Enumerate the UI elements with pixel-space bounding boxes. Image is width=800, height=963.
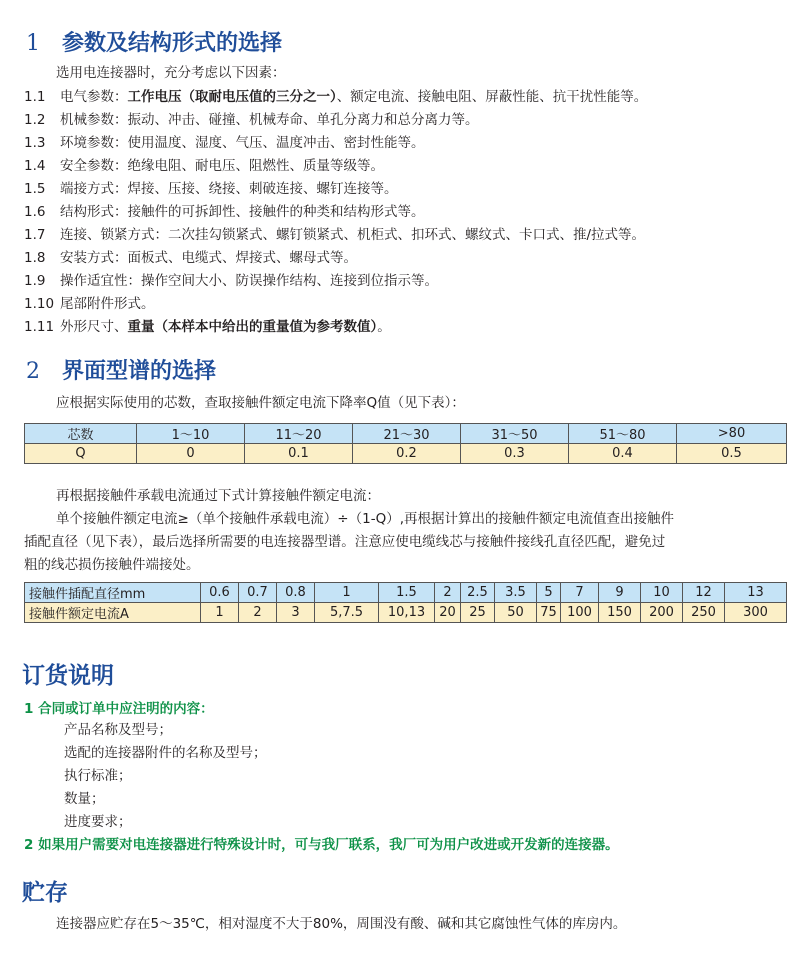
list-item: 1.11 外形尺寸、重量（本样本中给出的重量值为参考数值）。: [24, 319, 391, 335]
table-cell: 1: [201, 603, 239, 623]
list-item: 1.2 机械参数：振动、冲击、碰撞、机械寿命、单孔分离力和总分离力等。: [24, 112, 479, 128]
table-cell: 7: [561, 583, 599, 603]
table-cell: 2: [239, 603, 277, 623]
table-cell: 25: [461, 603, 495, 623]
ordering-subitem: 数量；: [64, 791, 105, 807]
table-cell: 3: [277, 603, 315, 623]
table-header-cell: 31～50: [461, 424, 569, 444]
table-row: [25, 444, 787, 464]
table-header-cell: 芯数: [25, 424, 137, 444]
list-item: 1.7 连接、锁紧方式：二次挂勾锁紧式、螺钉锁紧式、机柜式、扣环式、螺纹式、卡口式、推/拉式等。: [24, 227, 646, 243]
list-item: 1.9 操作适宜性：操作空间大小、防误操作结构、连接到位指示等。: [24, 273, 438, 289]
diameter-table: [24, 582, 787, 623]
list-item: 1.5 端接方式：焊接、压接、绕接、刺破连接、螺钉连接等。: [24, 181, 398, 197]
q-table: [24, 423, 787, 464]
table-header-cell: >80: [677, 424, 787, 444]
section2-intro: 应根据实际使用的芯数，查取接触件额定电流下降率Q值（见下表）：: [56, 395, 465, 411]
table-cell: 200: [641, 603, 683, 623]
table-cell: Q: [25, 444, 137, 464]
ordering-subitem: 进度要求；: [64, 814, 132, 830]
table-cell: 0.6: [201, 583, 239, 603]
table-cell: 5: [537, 583, 561, 603]
table-cell: 0.2: [353, 444, 461, 464]
section2-para2-line3: 粗的线芯损伤接触件端接处。: [24, 557, 200, 573]
table-cell: 50: [495, 603, 537, 623]
table-row: [25, 603, 787, 623]
table-header-cell: 1～10: [137, 424, 245, 444]
table-cell: 0.1: [245, 444, 353, 464]
section1-heading: 1 参数及结构形式的选择: [26, 30, 283, 56]
table-header-cell: 接触件插配直径mm: [25, 583, 201, 603]
ordering-subitem: 执行标准；: [64, 768, 132, 784]
table-cell: 5,7.5: [315, 603, 379, 623]
table-header-cell: 接触件额定电流A: [25, 603, 201, 623]
list-item: 1.1 电气参数：工作电压（取耐电压值的三分之一）、额定电流、接触电阻、屏蔽性能、抗干扰性能等。: [24, 89, 648, 105]
table-cell: 3.5: [495, 583, 537, 603]
table-cell: 13: [725, 583, 787, 603]
table-cell: 0.8: [277, 583, 315, 603]
table-cell: 250: [683, 603, 725, 623]
table-header-cell: 21～30: [353, 424, 461, 444]
ordering-heading: 订货说明: [22, 662, 114, 689]
section1-intro: 选用电连接器时，充分考虑以下因素：: [56, 65, 286, 81]
section2-para2-line2: 插配直径（见下表），最后选择所需要的电连接器型谱。注意应使电缆线芯与接触件接线孔直径匹配，避免过: [24, 534, 666, 550]
table-cell: 0.4: [569, 444, 677, 464]
table-header-cell: 51～80: [569, 424, 677, 444]
table-cell: 10,13: [379, 603, 435, 623]
table-cell: 1.5: [379, 583, 435, 603]
table-cell: 75: [537, 603, 561, 623]
section2-para1: 再根据接触件承载电流通过下式计算接触件额定电流：: [56, 488, 380, 504]
table-cell: 0.3: [461, 444, 569, 464]
table-cell: 100: [561, 603, 599, 623]
table-cell: 9: [599, 583, 641, 603]
list-item: 1.8 安装方式：面板式、电缆式、焊接式、螺母式等。: [24, 250, 357, 266]
table-cell: 20: [435, 603, 461, 623]
list-item: 1.10 尾部附件形式。: [24, 296, 155, 312]
storage-text: 连接器应贮存在5～35℃，相对湿度不大于80%，周围没有酸、碱和其它腐蚀性气体的库房内。: [56, 916, 627, 932]
storage-heading: 贮存: [22, 879, 68, 906]
list-item: 1.6 结构形式：接触件的可拆卸性、接触件的种类和结构形式等。: [24, 204, 425, 220]
section2-heading: 2 界面型谱的选择: [26, 358, 217, 384]
ordering-subitem: 选配的连接器附件的名称及型号；: [64, 745, 267, 761]
table-cell: 0.7: [239, 583, 277, 603]
table-cell: 150: [599, 603, 641, 623]
table-cell: 2.5: [461, 583, 495, 603]
table-row: [25, 583, 787, 603]
list-item: 1.3 环境参数：使用温度、湿度、气压、温度冲击、密封性能等。: [24, 135, 425, 151]
table-cell: 0.5: [677, 444, 787, 464]
ordering-item-2: 2 如果用户需要对电连接器进行特殊设计时，可与我厂联系，我厂可为用户改进或开发新的连接器。: [24, 837, 619, 853]
table-cell: 12: [683, 583, 725, 603]
table-header-cell: 11～20: [245, 424, 353, 444]
table-cell: 2: [435, 583, 461, 603]
table-cell: 1: [315, 583, 379, 603]
ordering-subitem: 产品名称及型号；: [64, 722, 172, 738]
list-item: 1.4 安全参数：绝缘电阻、耐电压、阻燃性、质量等级等。: [24, 158, 384, 174]
table-cell: 0: [137, 444, 245, 464]
table-cell: 10: [641, 583, 683, 603]
section2-para2-line1: 单个接触件额定电流≥（单个接触件承载电流）÷（1-Q）,再根据计算出的接触件额定电流值查出接触件: [56, 511, 674, 527]
table-row: [25, 424, 787, 444]
table-cell: 300: [725, 603, 787, 623]
ordering-item-1: 1 合同或订单中应注明的内容：: [24, 701, 214, 717]
